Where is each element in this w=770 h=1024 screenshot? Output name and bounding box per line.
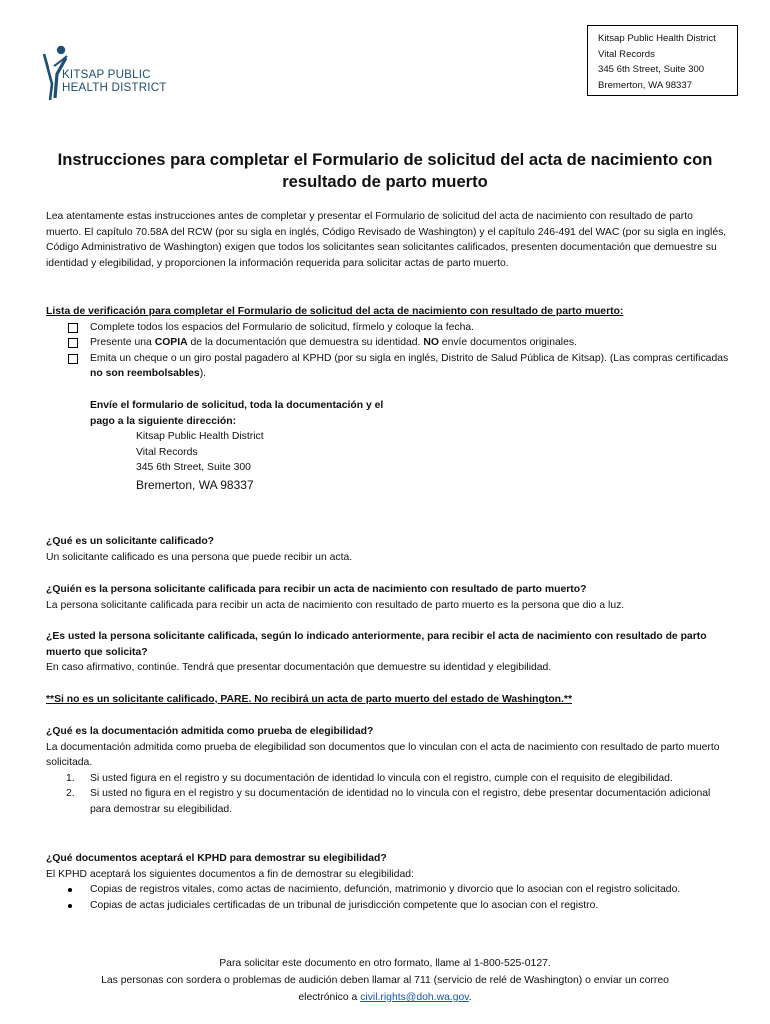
mail-instruction-2: pago a la siguiente dirección: [90, 415, 237, 427]
logo-line-2: HEALTH DISTRICT [62, 81, 167, 95]
logo-line-1: KITSAP PUBLIC [62, 68, 151, 81]
checklist-item: Presente una COPIA de la documentación que demuestra su identidad. NO envíe documentos originales. [46, 335, 730, 351]
logo-text [62, 68, 167, 95]
checklist-heading: Lista de verificación para completar el Formulario de solicitud del acta de nacimiento con resultado de parto muerto: [46, 306, 624, 317]
footer [40, 955, 730, 1006]
faq-answer: La persona solicitante calificada para recibir un acta de nacimiento con resultado de parto muerto es la persona que dio a luz. [46, 599, 625, 611]
faq-question: ¿Quién es la persona solicitante calificada para recibir un acta de nacimiento con resultado de parto muerto? [46, 584, 587, 595]
checkbox-icon [68, 323, 78, 333]
address-line: 345 6th Street, Suite 300 [598, 64, 705, 76]
footer-line-1: Para solicitar este documento en otro formato, llame al 1-800-525-0127. [219, 958, 551, 969]
checkbox-icon [68, 338, 78, 348]
faq-who-qualified [46, 582, 730, 613]
mail-instruction-1: Envíe el formulario de solicitud, toda la documentación y el [90, 400, 384, 411]
address-box [587, 25, 738, 96]
address-line: Bremerton, WA 98337 [598, 79, 693, 91]
email-link[interactable]: civil.rights@doh.wa.gov [360, 992, 469, 1003]
mail-address-line: 345 6th Street, Suite 300 [136, 462, 251, 474]
footer-line-2: Las personas con sordera o problemas de audición deben llamar al 711 (servicio de relé de Washington) o enviar un correo [101, 975, 669, 986]
bullet-icon [68, 904, 72, 908]
checklist-item: Complete todos los espacios del Formulario de solicitud, fírmelo y coloque la fecha. [46, 320, 730, 336]
bullet-item: Copias de registros vitales, como actas de nacimiento, defunción, matrimonio y divorcio que lo asocian con el registro solicitado. [46, 882, 730, 898]
numbered-item: 2. Si usted no figura en el registro y su documentación de identidad no lo vincula con el registro, debe presentar documentación adicional para demostrar su elegibilidad. [66, 788, 711, 815]
faq-answer: En caso afirmativo, continúe. Tendrá que presentar documentación que demuestre su identidad y elegibilidad. [46, 662, 552, 674]
faq-question: ¿Qué es la documentación admitida como prueba de elegibilidad? [46, 726, 374, 737]
faq-question: ¿Qué es un solicitante calificado? [46, 536, 215, 547]
faq-eligibility-docs [46, 724, 730, 818]
faq-qualified-applicant [46, 534, 730, 565]
faq-answer: La documentación admitida como prueba de elegibilidad son documentos que lo vinculan con el acta de nacimiento con resultado de parto muerto solicitada. [46, 741, 720, 769]
faq-accepted-docs [46, 851, 730, 913]
footer-line-3: electrónico a civil.rights@doh.wa.gov. [298, 992, 472, 1003]
stop-notice: **Si no es un solicitante calificado, PARE. No recibirá un acta de parto muerto del estado de Washington.** [46, 694, 572, 705]
mailing-address [90, 429, 490, 494]
checklist [46, 304, 730, 382]
intro-paragraph: Lea atentamente estas instrucciones antes de completar y presentar el Formulario de solicitud del acta de nacimiento con resultado de parto muerto. El capítulo 70.58A del RCW (por su sigla en inglés, Código Revisado de Washington) y el capítulo 246-491 del WAC (por su sigla en inglés, Código Administrativo de Washington) exigen que todos los solicitantes sean solicitantes calificados, presenten documentación que demuestre su identidad y elegibilidad, y proporcionen la información requerida para solicitar actas de parto muerto. [46, 211, 727, 269]
faq-question: ¿Qué documentos aceptará el KPHD para demostrar su elegibilidad? [46, 853, 387, 864]
faq-are-you-qualified [46, 629, 730, 676]
mail-address-line: Vital Records [136, 446, 198, 458]
faq-answer: Un solicitante calificado es una persona que puede recibir un acta. [46, 551, 353, 563]
faq-answer: El KPHD aceptará los siguientes documentos a fin de demostrar su elegibilidad: [46, 868, 414, 880]
checklist-item: Emita un cheque o un giro postal pagadero al KPHD (por su sigla en inglés, Distrito de Salud Pública de Kitsap). (Las compras certificadas no son reembolsables). [46, 351, 730, 382]
bullet-icon [68, 888, 72, 892]
faq-question: ¿Es usted la persona solicitante calificada, según lo indicado anteriormente, para recibir el acta de nacimiento con resultado de parto muerto que solicita? [46, 631, 707, 658]
checkbox-icon [68, 354, 78, 364]
mail-address-line: Kitsap Public Health District [136, 431, 264, 443]
mailing-instructions [90, 398, 490, 494]
mail-address-line: Bremerton, WA 98337 [136, 477, 254, 492]
bullet-item: Copias de actas judiciales certificadas de un tribunal de jurisdicción competente que lo asocian con el registro. [46, 898, 730, 914]
address-line: Vital Records [598, 48, 655, 60]
address-line: Kitsap Public Health District [598, 33, 716, 44]
numbered-item: 1. Si usted figura en el registro y su documentación de identidad lo vincula con el registro, cumple con el requisito de elegibilidad. [66, 772, 673, 784]
page-title: Instrucciones para completar el Formulario de solicitud del acta de nacimiento con resultado de parto muerto [57, 150, 713, 192]
